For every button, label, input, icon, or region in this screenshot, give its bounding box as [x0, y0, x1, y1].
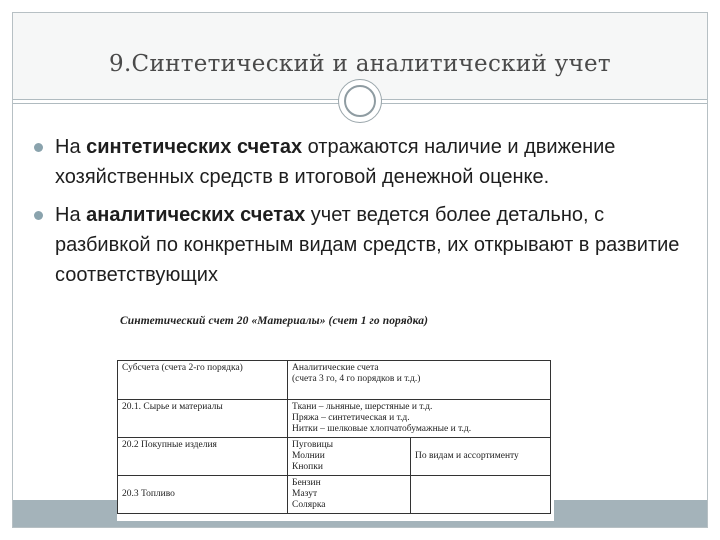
table-row [118, 438, 551, 476]
bullet-list [34, 132, 694, 298]
row-extra [411, 476, 551, 514]
row-item: Мазут [292, 489, 318, 499]
bullet-text-post: учет ведется более детально, с разбивкой по конкретным видам средств, их открывают в развитие соответствующих [55, 204, 680, 286]
accounts-table-image [117, 313, 554, 521]
row-items [288, 400, 551, 438]
row-subaccount: 20.1. Сырье и материалы [118, 400, 288, 438]
header-analytic-line2: (счета 3 го, 4 го порядков и т.д.) [292, 374, 421, 384]
header-analytic-line1: Аналитические счета [292, 363, 379, 373]
row-item: Солярка [292, 500, 326, 510]
bullet-dot-icon [34, 211, 43, 220]
row-extra: По видам и ассортименту [411, 438, 551, 476]
row-item: Пряжа – синтетическая и т.д. [292, 413, 410, 423]
row-item: Нитки – шелковые хлопчатобумажные и т.д. [292, 424, 472, 434]
row-item: Молнии [292, 451, 325, 461]
row-item: Бензин [292, 478, 321, 488]
slide-title: 9.Синтетический и аналитический учет [109, 51, 611, 77]
bullet-text-post: отражаются наличие и движение хозяйственных средств в итоговой денежной оценке. [55, 136, 616, 188]
divider-medallion-icon [338, 79, 382, 123]
table-header-row [118, 361, 551, 400]
header-analytic [288, 361, 551, 400]
row-subaccount: 20.2 Покупные изделия [118, 438, 288, 476]
bullet-text-pre: На [55, 204, 87, 226]
row-items [288, 476, 411, 514]
row-subaccount: 20.3 Топливо [118, 476, 288, 514]
bullet-text-bold: синтетических счетах [86, 136, 303, 158]
bullet-text-bold: аналитических счетах [86, 204, 306, 226]
row-item: Ткани – льняные, шерстяные и т.д. [292, 402, 433, 412]
bullet-text-pre: На [55, 136, 87, 158]
row-item: Пуговицы [292, 440, 334, 450]
table-row [118, 476, 551, 514]
row-item: Кнопки [292, 462, 323, 472]
header-subaccounts: Субсчета (счета 2-го порядка) [118, 361, 288, 400]
accounts-table [117, 360, 551, 514]
bullet-item-synthetic [34, 132, 694, 192]
table-row [118, 400, 551, 438]
table-heading: Синтетический счет 20 «Материалы» (счет 1 го порядка) [120, 315, 429, 327]
row-items [288, 438, 411, 476]
bullet-item-analytic [34, 200, 694, 290]
bullet-dot-icon [34, 143, 43, 152]
